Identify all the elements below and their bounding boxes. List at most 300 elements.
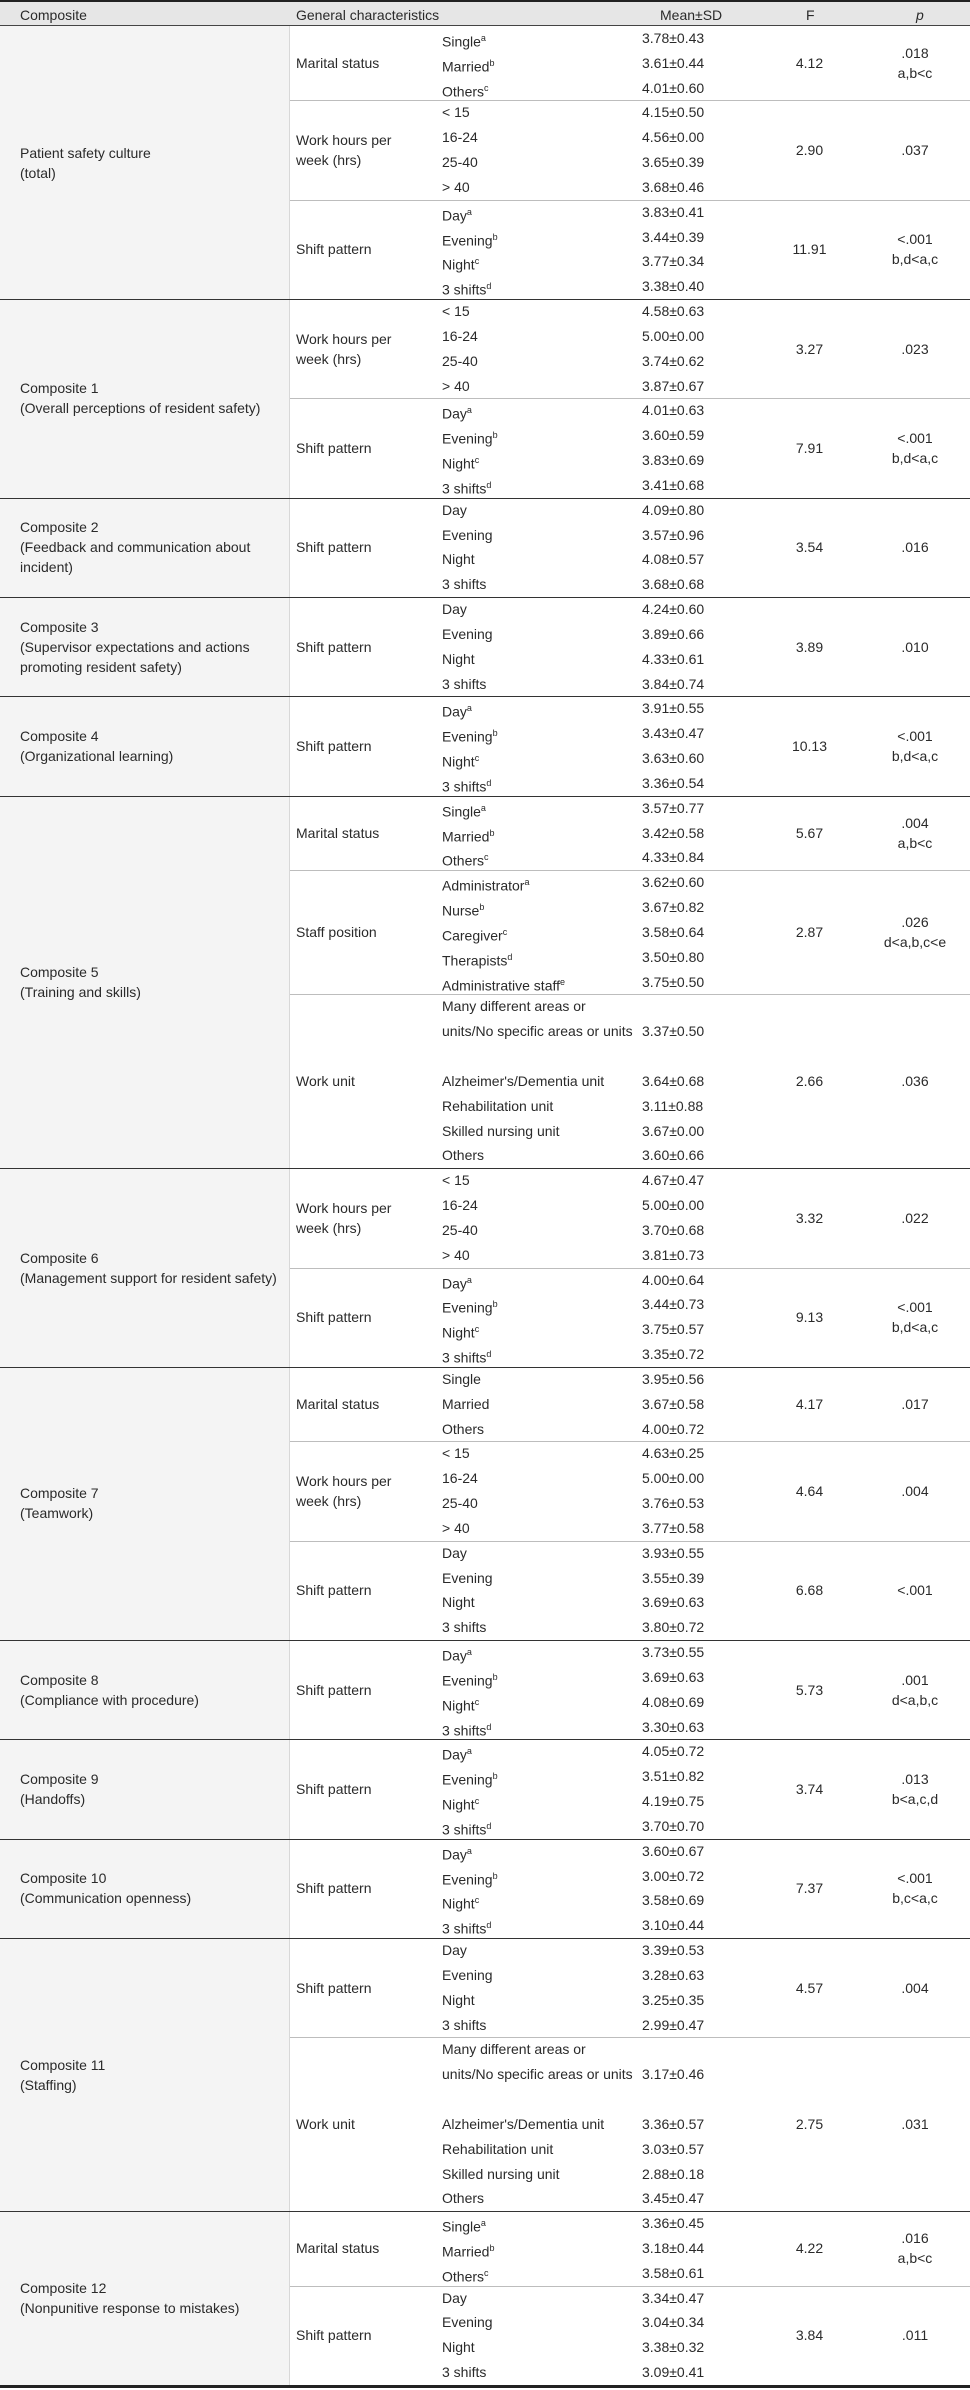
- f-value: 4.64: [795, 1483, 824, 1500]
- mean-sd-value: 3.80±0.72: [642, 1619, 705, 1636]
- mean-sd-value: 3.35±0.72: [642, 1346, 705, 1363]
- level-text: 3 shifts: [442, 1349, 487, 1366]
- characteristic-label: Shift pattern: [296, 2327, 372, 2344]
- level-text: Nurse: [442, 902, 480, 919]
- p-number: .026: [901, 914, 929, 931]
- f-value: 3.84: [795, 2327, 824, 2344]
- mean-sd-value: 3.61±0.44: [642, 54, 705, 71]
- mean-sd-value: 3.70±0.68: [642, 1221, 705, 1238]
- table-row: [290, 274, 970, 299]
- level-text: Day: [442, 601, 467, 618]
- f-value: 3.54: [795, 539, 824, 556]
- level-text: 3 shifts: [442, 281, 487, 298]
- level-superscript: a: [466, 1845, 472, 1856]
- table-row: [290, 970, 970, 995]
- level-label: [442, 1168, 642, 1193]
- composite-block: [0, 1938, 970, 2211]
- characteristic-label: Shift pattern: [296, 638, 372, 655]
- level-label: [442, 150, 642, 175]
- f-value: 2.87: [795, 924, 824, 941]
- level-text: Day: [442, 207, 467, 224]
- level-superscript: d: [507, 951, 513, 962]
- p-number: .011: [901, 2327, 929, 2344]
- table-row: [290, 1317, 970, 1342]
- mean-sd-value: 3.09±0.41: [642, 2364, 705, 2381]
- composite-name: [20, 1483, 283, 1523]
- level-text: Alzheimer's/Dementia unit: [442, 2115, 605, 2132]
- level-label: [442, 547, 642, 572]
- level-label: [442, 1541, 642, 1566]
- table-row: [290, 1367, 970, 1392]
- level-label: [442, 572, 642, 597]
- level-superscript: d: [486, 1721, 492, 1732]
- mean-sd-value: 3.84±0.74: [642, 675, 705, 692]
- level-label: [442, 523, 642, 548]
- level-superscript: a: [480, 2218, 486, 2229]
- table-row: [290, 1963, 970, 1988]
- table-row: [290, 1168, 970, 1193]
- composite-title: Composite 3: [20, 618, 99, 635]
- table-row: [290, 150, 970, 175]
- mean-sd-value: 3.73±0.55: [642, 1644, 705, 1661]
- level-text: Day: [442, 1846, 467, 1863]
- level-superscript: c: [474, 455, 480, 466]
- composite-description: (total): [20, 164, 56, 181]
- table-row: [290, 448, 970, 473]
- composite-block: [0, 2211, 970, 2385]
- f-value: 2.90: [795, 142, 824, 159]
- level-text: 25-40: [442, 1221, 478, 1238]
- mean-sd-value: 3.00±0.72: [642, 1867, 705, 1884]
- post-hoc-comparison: b,c<a,c: [892, 1890, 938, 1907]
- f-value: 4.22: [795, 2240, 824, 2257]
- f-value: 3.32: [795, 1209, 824, 1226]
- table-row: [290, 572, 970, 597]
- f-value: 10.13: [791, 738, 828, 755]
- table-row: [290, 1541, 970, 1566]
- mean-sd-value: 4.08±0.69: [642, 1693, 705, 1710]
- table-row: [290, 1218, 970, 1243]
- composite-cell: [0, 1367, 290, 1640]
- level-text: Night: [442, 753, 475, 770]
- mean-sd-value: 3.39±0.53: [642, 1942, 705, 1959]
- level-label: [442, 1615, 642, 1640]
- f-value: 2.75: [795, 2116, 824, 2133]
- characteristic-group: [290, 2037, 970, 2211]
- characteristic-group: [290, 299, 970, 398]
- level-superscript: c: [474, 256, 480, 267]
- table-row: [290, 1491, 970, 1516]
- table-row: [290, 398, 970, 423]
- f-value: 2.66: [795, 1073, 824, 1090]
- characteristic-label: Work unit: [296, 2116, 355, 2133]
- level-text: Day: [442, 1747, 467, 1764]
- composite-name: [20, 1248, 283, 1288]
- block-divider: [0, 1938, 970, 1939]
- characteristic-group: [290, 1268, 970, 1367]
- table-row: [290, 2211, 970, 2236]
- mean-sd-value: 3.93±0.55: [642, 1544, 705, 1561]
- level-text: Others: [442, 83, 485, 100]
- table-row: [290, 1119, 970, 1144]
- level-label: [442, 1193, 642, 1218]
- characteristic-group: [290, 1168, 970, 1267]
- level-text: Single: [442, 1370, 481, 1387]
- level-label: [442, 1094, 642, 1119]
- characteristic-label: Marital status: [296, 1396, 380, 1413]
- level-text: Night: [442, 455, 475, 472]
- level-superscript: e: [560, 976, 566, 987]
- composite-title: Patient safety culture: [20, 144, 151, 161]
- group-divider: [290, 2037, 970, 2038]
- mean-sd-value: 4.67±0.47: [642, 1172, 705, 1189]
- mean-sd-value: 3.67±0.58: [642, 1395, 705, 1412]
- composite-cell: [0, 1839, 290, 1938]
- table-row: [290, 1441, 970, 1466]
- level-label: [442, 1988, 642, 2013]
- level-text: Evening: [442, 1672, 493, 1689]
- group-divider: [290, 1541, 970, 1542]
- characteristic-group: [290, 1367, 970, 1441]
- level-label: [442, 2186, 642, 2211]
- level-label: [442, 1566, 642, 1591]
- table-row: [290, 2360, 970, 2385]
- level-text: 25-40: [442, 154, 478, 171]
- level-text: Alzheimer's/Dementia unit: [442, 1072, 605, 1089]
- level-text: Married: [442, 2243, 490, 2260]
- mean-sd-value: 5.00±0.00: [642, 1197, 705, 1214]
- composite-description: (Organizational learning): [20, 748, 174, 765]
- table-row: [290, 2186, 970, 2211]
- level-label: [442, 125, 642, 150]
- level-text: 3 shifts: [442, 2016, 487, 2033]
- table-row: [290, 26, 970, 51]
- header-characteristics: General characteristics: [296, 7, 440, 23]
- mean-sd-value: 3.81±0.73: [642, 1246, 705, 1263]
- table-row: [290, 870, 970, 895]
- table-row: [290, 771, 970, 796]
- mean-sd-value: 3.58±0.64: [642, 923, 705, 940]
- block-divider: [0, 2211, 970, 2212]
- level-text: Night: [442, 1796, 475, 1813]
- p-number: <.001: [897, 1299, 933, 1316]
- level-label: [442, 498, 642, 523]
- level-superscript: b: [489, 2243, 495, 2253]
- level-label: [442, 175, 642, 200]
- level-text: Day: [442, 1942, 467, 1959]
- table-row: [290, 1392, 970, 1417]
- mean-sd-value: 5.00±0.00: [642, 1470, 705, 1487]
- level-text: > 40: [442, 1519, 470, 1536]
- table-row: [290, 672, 970, 697]
- mean-sd-value: 3.10±0.44: [642, 1917, 705, 1934]
- mean-sd-value: 3.62±0.60: [642, 874, 705, 891]
- table-row: [290, 1665, 970, 1690]
- level-text: 16-24: [442, 1470, 478, 1487]
- composite-name: [20, 617, 283, 677]
- table-row: [290, 473, 970, 498]
- mean-sd-value: 3.77±0.34: [642, 253, 705, 270]
- table-row: [290, 920, 970, 945]
- composite-cell: [0, 696, 290, 795]
- level-text: Rehabilitation unit: [442, 2140, 554, 2157]
- block-divider: [0, 299, 970, 300]
- mean-sd-value: 3.64±0.68: [642, 1072, 705, 1089]
- level-superscript: c: [474, 1324, 480, 1335]
- level-superscript: b: [489, 57, 495, 68]
- group-divider: [290, 1441, 970, 1442]
- mean-sd-value: 3.17±0.46: [642, 2066, 705, 2083]
- level-text: > 40: [442, 178, 470, 195]
- level-text: 3 shifts: [442, 1920, 487, 1937]
- mean-sd-value: 3.55±0.39: [642, 1569, 705, 1586]
- level-superscript: c: [484, 2267, 489, 2278]
- level-superscript: a: [466, 405, 472, 416]
- level-text: 25-40: [442, 1495, 478, 1512]
- post-hoc-comparison: a,b<c: [897, 65, 933, 82]
- level-text: 3 shifts: [442, 480, 487, 497]
- level-label: [442, 299, 642, 324]
- level-superscript: c: [484, 82, 489, 93]
- level-label: [442, 672, 642, 697]
- mean-sd-value: 3.36±0.45: [642, 2215, 705, 2232]
- composite-cell: [0, 1739, 290, 1838]
- mean-sd-value: 3.38±0.40: [642, 278, 705, 295]
- level-text: Many different areas or units/No specific areas or units: [442, 2041, 633, 2083]
- level-superscript: b: [492, 728, 498, 739]
- mean-sd-value: 3.76±0.53: [642, 1495, 705, 1512]
- mean-sd-value: 3.30±0.63: [642, 1718, 705, 1735]
- level-superscript: c: [474, 1796, 480, 1807]
- level-text: 3 shifts: [442, 675, 487, 692]
- p-number: .017: [901, 1396, 929, 1413]
- level-label: [442, 2013, 642, 2038]
- mean-sd-value: 4.15±0.50: [642, 104, 705, 121]
- mean-sd-value: 3.44±0.73: [642, 1296, 705, 1313]
- mean-sd-value: 3.78±0.43: [642, 30, 705, 46]
- table-row: [290, 2236, 970, 2261]
- mean-sd-value: 3.67±0.82: [642, 899, 705, 916]
- level-text: Single: [442, 2218, 481, 2235]
- level-label: [442, 2162, 642, 2187]
- mean-sd-value: 3.43±0.47: [642, 725, 705, 742]
- level-label: [442, 2310, 642, 2335]
- table-row: [290, 1516, 970, 1541]
- level-text: Day: [442, 1544, 467, 1561]
- mean-sd-value: 4.00±0.64: [642, 1271, 705, 1288]
- header-mean-sd: Mean±SD: [660, 7, 723, 23]
- f-value: 4.12: [795, 55, 824, 72]
- block-divider: [0, 1367, 970, 1368]
- level-superscript: d: [486, 1920, 492, 1931]
- post-hoc-comparison: a,b<c: [897, 2250, 933, 2267]
- table-row: [290, 2310, 970, 2335]
- mean-sd-value: 3.63±0.60: [642, 750, 705, 767]
- post-hoc-comparison: b,d<a,c: [891, 450, 939, 467]
- mean-sd-value: 3.68±0.46: [642, 178, 705, 195]
- mean-sd-value: 3.68±0.68: [642, 576, 705, 593]
- level-text: > 40: [442, 1246, 470, 1263]
- table-row: [290, 76, 970, 101]
- p-number: .010: [901, 638, 929, 655]
- table-row: [290, 2335, 970, 2360]
- characteristic-group: [290, 597, 970, 696]
- mean-sd-value: 3.45±0.47: [642, 2190, 705, 2207]
- mean-sd-value: 3.69±0.63: [642, 1594, 705, 1611]
- level-text: Others: [442, 1420, 485, 1437]
- mean-sd-value: 3.58±0.61: [642, 2264, 705, 2281]
- level-text: Therapists: [442, 952, 508, 969]
- p-number: .004: [901, 1483, 929, 1500]
- mean-sd-value: 5.00±0.00: [642, 327, 705, 344]
- table-row: [290, 796, 970, 821]
- level-text: 16-24: [442, 327, 478, 344]
- characteristic-label: Marital status: [296, 825, 380, 841]
- composite-title: Composite 2: [20, 519, 99, 536]
- table-row: [290, 994, 970, 1068]
- block-divider: [0, 1739, 970, 1740]
- composite-cell: [0, 26, 290, 299]
- post-hoc-comparison: b,d<a,c: [891, 1319, 939, 1336]
- block-divider: [0, 1839, 970, 1840]
- characteristic-label: Staff position: [296, 924, 377, 941]
- composite-cell: [0, 1640, 290, 1739]
- table-row: [290, 349, 970, 374]
- mean-sd-value: 3.04±0.34: [642, 2314, 705, 2331]
- characteristic-label: Shift pattern: [296, 1681, 372, 1698]
- level-text: Day: [442, 704, 467, 721]
- level-label: [442, 1491, 642, 1516]
- block-divider: [0, 1640, 970, 1641]
- level-text: < 15: [442, 1172, 470, 1189]
- level-text: > 40: [442, 377, 470, 394]
- characteristic-group: [290, 1839, 970, 1938]
- f-value: 7.91: [795, 440, 824, 457]
- level-text: < 15: [442, 104, 470, 121]
- table-row: [290, 374, 970, 399]
- p-number: .022: [901, 1209, 929, 1226]
- level-text: Single: [442, 33, 481, 50]
- characteristic-group: [290, 498, 970, 597]
- table-row: [290, 1292, 970, 1317]
- table-row: [290, 1690, 970, 1715]
- composite-title: Composite 12: [20, 2280, 107, 2297]
- level-superscript: a: [466, 206, 472, 217]
- level-text: Others: [442, 2190, 485, 2207]
- mean-sd-value: 3.50±0.80: [642, 948, 705, 965]
- level-label: [442, 324, 642, 349]
- p-number: .031: [901, 2116, 929, 2133]
- mean-sd-value: 3.70±0.70: [642, 1817, 705, 1834]
- level-superscript: b: [492, 430, 498, 441]
- mean-sd-value: 3.83±0.41: [642, 203, 705, 220]
- p-number: <.001: [897, 430, 933, 447]
- header-f: F: [806, 7, 815, 23]
- mean-sd-value: 3.11±0.88: [642, 1097, 704, 1114]
- level-superscript: d: [486, 1820, 492, 1831]
- table-row: [290, 1342, 970, 1367]
- level-label: [442, 1143, 642, 1168]
- table-row: [290, 1988, 970, 2013]
- level-text: Day: [442, 501, 467, 518]
- level-superscript: a: [480, 33, 486, 43]
- composite-block: [0, 696, 970, 795]
- composite-description: (Management support for resident safety): [20, 1269, 277, 1286]
- header-composite: Composite: [20, 7, 87, 23]
- post-hoc-comparison: b,d<a,c: [891, 251, 939, 268]
- characteristic-label: Shift pattern: [296, 1582, 372, 1599]
- table-row: [290, 1839, 970, 1864]
- f-value: 5.67: [795, 825, 824, 841]
- group-divider: [290, 398, 970, 399]
- mean-sd-value: 3.60±0.59: [642, 427, 705, 444]
- characteristic-group: [290, 2286, 970, 2385]
- level-text: Day: [442, 406, 467, 423]
- table-row: [290, 1615, 970, 1640]
- composite-title: Composite 1: [20, 380, 99, 397]
- composite-cell: [0, 1168, 290, 1367]
- level-text: Night: [442, 1697, 475, 1714]
- table-row: [290, 1143, 970, 1168]
- level-text: Night: [442, 1991, 475, 2008]
- mean-sd-value: 3.51±0.82: [642, 1768, 705, 1785]
- level-label: [442, 597, 642, 622]
- mean-sd-value: 3.67±0.00: [642, 1122, 705, 1139]
- table-row: [290, 523, 970, 548]
- level-text: Evening: [442, 2314, 493, 2331]
- mean-sd-value: 2.88±0.18: [642, 2165, 705, 2182]
- level-text: Others: [442, 853, 485, 870]
- characteristic-label: Shift pattern: [296, 1880, 372, 1897]
- composite-title: Composite 9: [20, 1771, 99, 1788]
- table-row: [290, 1715, 970, 1740]
- level-label: [442, 1367, 642, 1392]
- p-number: .037: [901, 142, 929, 159]
- group-divider: [290, 200, 970, 201]
- level-superscript: b: [492, 1771, 498, 1782]
- composite-name: [20, 378, 283, 418]
- composite-block: [0, 1367, 970, 1640]
- table-row: [290, 2286, 970, 2311]
- level-label: [442, 622, 642, 647]
- p-number: .018: [901, 45, 929, 62]
- level-superscript: d: [486, 281, 492, 292]
- composite-block: [0, 26, 970, 299]
- block-divider: [0, 696, 970, 697]
- composite-block: [0, 1839, 970, 1938]
- table-row: [290, 1789, 970, 1814]
- characteristic-group: [290, 994, 970, 1168]
- f-value: 9.13: [795, 1309, 824, 1326]
- post-hoc-comparison: b<a,c,d: [891, 1791, 939, 1808]
- table-row: [290, 175, 970, 200]
- mean-sd-value: 4.56±0.00: [642, 129, 705, 146]
- composite-block: [0, 597, 970, 696]
- mean-sd-value: 3.36±0.54: [642, 774, 705, 791]
- f-value: 3.89: [795, 638, 824, 655]
- table-row: [290, 100, 970, 125]
- f-value: 4.57: [795, 1979, 824, 1996]
- level-text: Evening: [442, 1300, 493, 1317]
- table-row: [290, 1268, 970, 1293]
- mean-sd-value: 3.44±0.39: [642, 228, 705, 245]
- composite-block: [0, 1640, 970, 1739]
- p-number: .004: [901, 815, 929, 831]
- composite-block: [0, 796, 970, 1168]
- composite-description: (Teamwork): [20, 1505, 94, 1522]
- level-text: Skilled nursing unit: [442, 1122, 560, 1139]
- composite-title: Composite 4: [20, 728, 99, 745]
